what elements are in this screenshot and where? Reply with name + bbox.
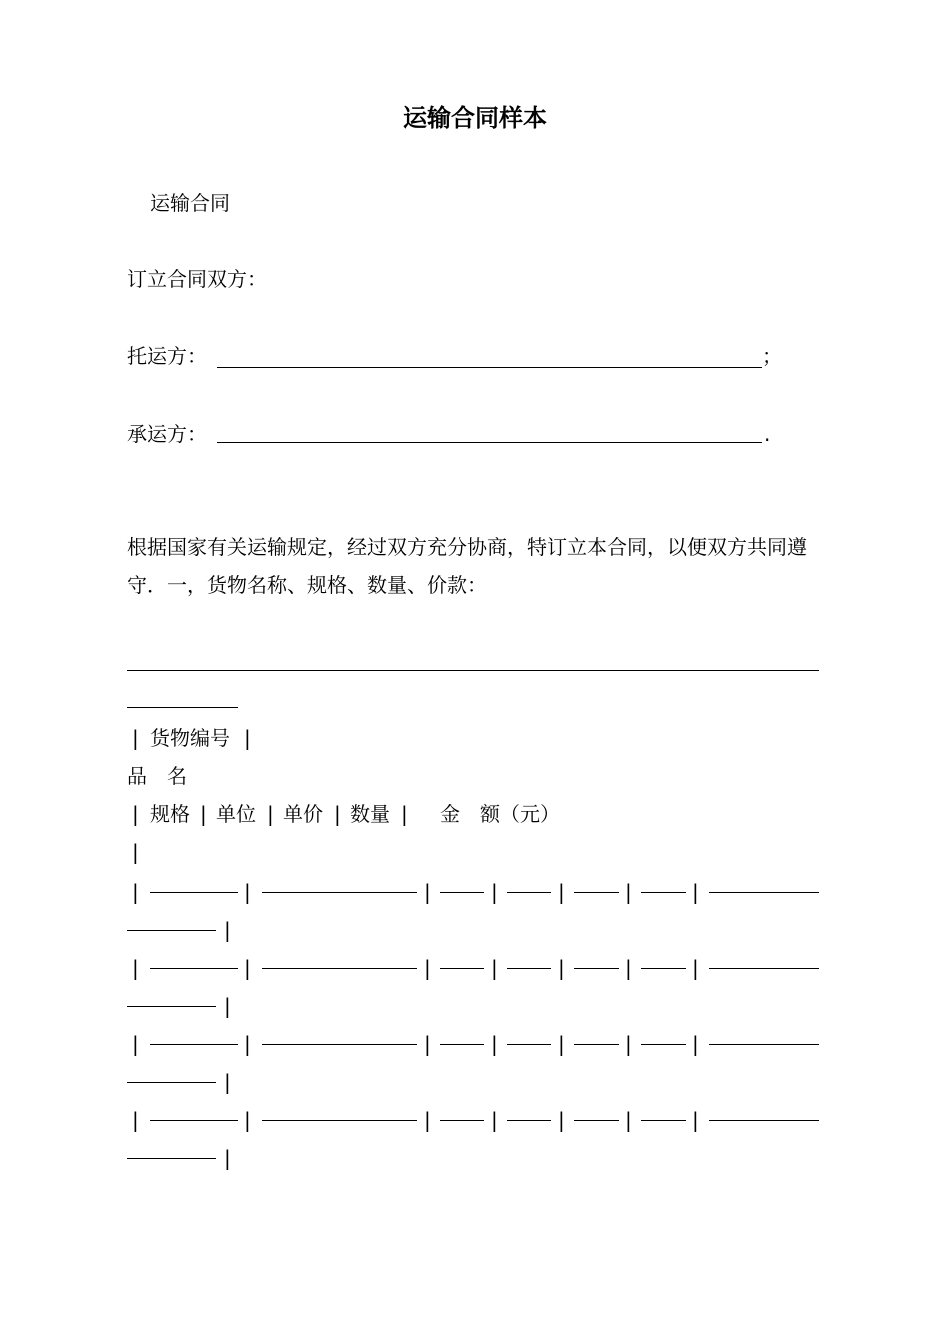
shipper-fill-line (217, 367, 762, 368)
cell-fill-line (507, 1044, 551, 1045)
cell-fill-line (641, 892, 686, 893)
cell-fill-line (641, 968, 686, 969)
cell-fill-line (150, 968, 238, 969)
cell-fill-line (262, 968, 417, 969)
header-unit-price: 单价 (283, 802, 323, 826)
cell-fill-line (574, 1120, 619, 1121)
table-pipe: | (491, 956, 498, 980)
cell-fill-line (709, 892, 819, 893)
header-product-name: 品 名 (127, 764, 187, 788)
table-pipe: | (692, 1108, 699, 1132)
cell-fill-line (641, 1120, 686, 1121)
parties-heading: 订立合同双方： (127, 267, 267, 291)
cell-fill-line (709, 968, 819, 969)
cell-fill-line (440, 1120, 484, 1121)
table-pipe: | (424, 1108, 431, 1132)
table-pipe: | (244, 1032, 251, 1056)
table-pipe: | (558, 1108, 565, 1132)
table-pipe: | (244, 880, 251, 904)
body-paragraph: 根据国家有关运输规定，经过双方充分协商，特订立本合同，以便双方共同遵守．一，货物名称、规格、数量、价款： (127, 535, 807, 597)
table-pipe: | (244, 1108, 251, 1132)
table-pipe: | (132, 880, 139, 904)
table-pipe: | (491, 1108, 498, 1132)
header-unit: 单位 (216, 802, 256, 826)
table-pipe: | (224, 994, 231, 1018)
cell-fill-line (507, 968, 551, 969)
cell-fill-line (127, 1158, 216, 1159)
cell-fill-line (709, 1120, 819, 1121)
cell-fill-line (574, 968, 619, 969)
table-pipe: | (224, 1070, 231, 1094)
table-pipe: | (224, 1146, 231, 1170)
carrier-line-end: . (764, 422, 771, 446)
header-amount: 金 额（元） (440, 802, 560, 826)
cell-fill-line (574, 1044, 619, 1045)
cell-fill-line (150, 1044, 238, 1045)
shipper-label: 托运方： (127, 344, 207, 368)
table-pipe: | (267, 802, 274, 826)
table-pipe: | (424, 1032, 431, 1056)
table-pipe: | (625, 1032, 632, 1056)
cell-fill-line (440, 1044, 484, 1045)
cell-fill-line (709, 1044, 819, 1045)
table-pipe: | (132, 840, 139, 864)
table-pipe: | (558, 880, 565, 904)
table-pipe: | (558, 956, 565, 980)
cell-fill-line (262, 892, 417, 893)
cell-fill-line (262, 1120, 417, 1121)
cell-fill-line (150, 1120, 238, 1121)
table-pipe: | (424, 956, 431, 980)
table-pipe: | (424, 880, 431, 904)
table-pipe: | (625, 880, 632, 904)
cell-fill-line (150, 892, 238, 893)
cell-fill-line (507, 892, 551, 893)
table-pipe: | (224, 918, 231, 942)
table-pipe: | (491, 1032, 498, 1056)
table-pipe: | (625, 1108, 632, 1132)
table-pipe: | (334, 802, 341, 826)
table-pipe: | (132, 1108, 139, 1132)
table-pipe: | (625, 956, 632, 980)
table-pipe: | (692, 956, 699, 980)
cell-fill-line (507, 1120, 551, 1121)
header-spec: 规格 (150, 802, 190, 826)
shipper-line-end: ； (762, 344, 782, 368)
table-pipe: | (244, 726, 251, 750)
table-pipe: | (692, 1032, 699, 1056)
table-pipe: | (692, 880, 699, 904)
contract-subtitle: 运输合同 (150, 191, 230, 215)
cell-fill-line (641, 1044, 686, 1045)
header-goods-code: 货物编号 (150, 726, 230, 750)
table-pipe: | (491, 880, 498, 904)
cell-fill-line (127, 1006, 216, 1007)
carrier-fill-line (217, 442, 762, 443)
table-pipe: | (401, 802, 408, 826)
table-pipe: | (132, 1032, 139, 1056)
table-pipe: | (132, 956, 139, 980)
table-pipe: | (244, 956, 251, 980)
goods-fill-line-2 (127, 707, 238, 708)
cell-fill-line (127, 1082, 216, 1083)
document-title: 运输合同样本 (403, 104, 547, 132)
table-pipe: | (132, 726, 139, 750)
table-pipe: | (200, 802, 207, 826)
cell-fill-line (262, 1044, 417, 1045)
table-pipe: | (558, 1032, 565, 1056)
cell-fill-line (574, 892, 619, 893)
table-pipe: | (132, 802, 139, 826)
cell-fill-line (127, 930, 216, 931)
header-quantity: 数量 (350, 802, 390, 826)
goods-fill-line-1 (127, 670, 819, 671)
cell-fill-line (440, 892, 484, 893)
cell-fill-line (440, 968, 484, 969)
carrier-label: 承运方： (127, 422, 207, 446)
